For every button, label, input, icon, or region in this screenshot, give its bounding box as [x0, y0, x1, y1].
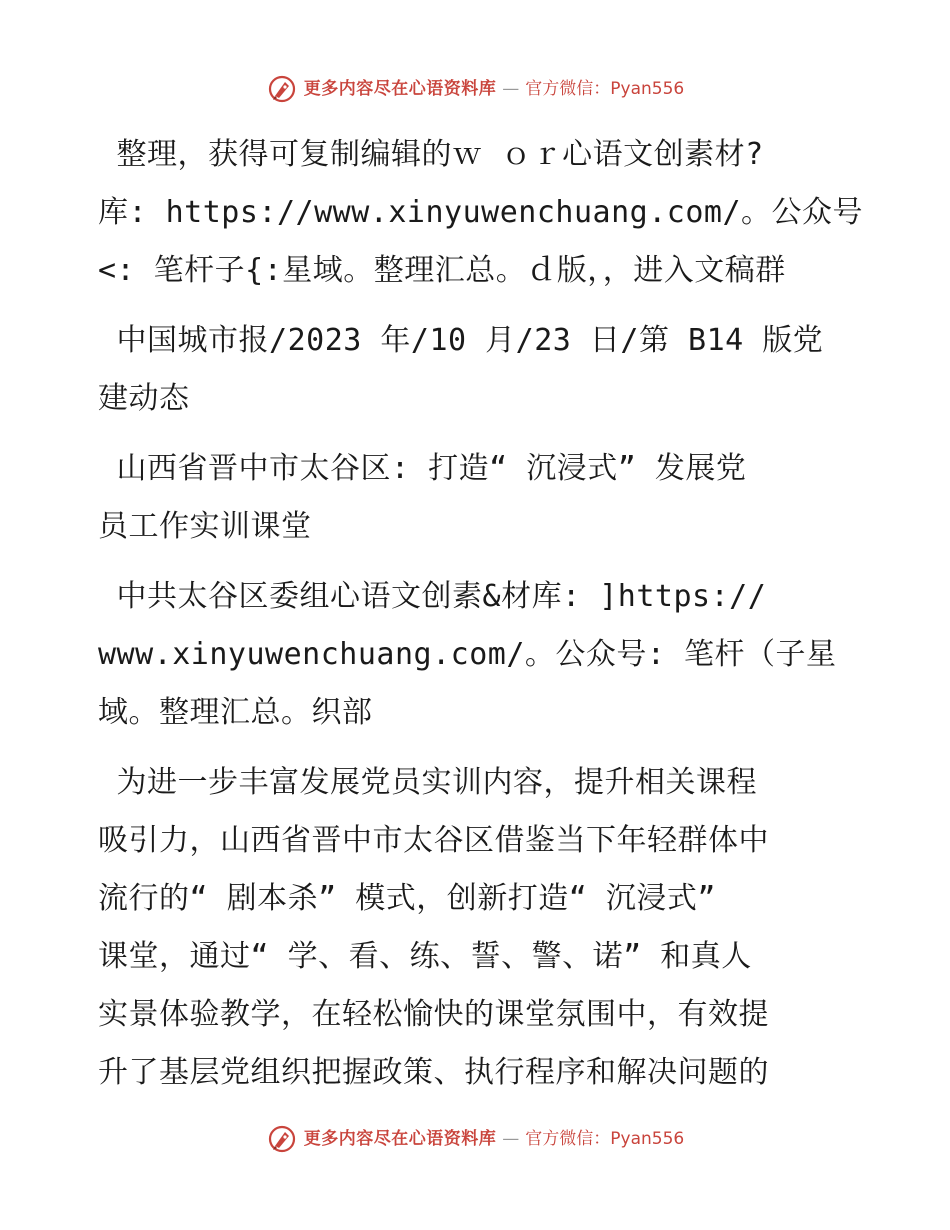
text-line: 库: https://www.xinyuwenchuang.com/。公众号 — [98, 195, 864, 230]
text-line: 建动态 — [98, 381, 190, 416]
text-line: 为进一步丰富发展党员实训内容，提升相关课程 — [98, 765, 758, 800]
text-line: 员工作实训课堂 — [98, 509, 312, 544]
watermark-main-text: 更多内容尽在心语资料库 — [303, 79, 497, 99]
text-line: 升了基层党组织把握政策、执行程序和解决问题的 — [98, 1055, 769, 1090]
watermark-contact: 官方微信：Pyan556 — [525, 79, 685, 99]
text-line: 中国城市报/2023 年/10 月/23 日/第 B14 版党 — [98, 323, 824, 358]
watermark-separator: — — [502, 79, 520, 99]
text-line: <: 笔杆子{:星域。整理汇总。ｄ版，，进入文稿群 — [98, 253, 786, 288]
watermark-main-text: 更多内容尽在心语资料库 — [303, 1129, 497, 1149]
text-line: 中共太谷区委组心语文创素&材库: ]https:// — [98, 579, 767, 614]
header-watermark — [0, 74, 950, 104]
text-line: 吸引力，山西省晋中市太谷区借鉴当下年轻群体中 — [98, 823, 769, 858]
text-line: 流行的“ 剧本杀” 模式，创新打造“ 沉浸式” — [98, 881, 716, 916]
text-line: 整理，获得可复制编辑的ｗ ｏｒ心语文创素材? — [98, 137, 764, 172]
pen-nib-logo-icon — [266, 1123, 298, 1155]
text-line: 实景体验教学，在轻松愉快的课堂氛围中，有效提 — [98, 997, 769, 1032]
footer-watermark — [0, 1124, 950, 1154]
text-line: 山西省晋中市太谷区: 打造“ 沉浸式” 发展党 — [98, 451, 747, 486]
watermark-separator: — — [502, 1129, 520, 1149]
watermark-contact: 官方微信：Pyan556 — [525, 1129, 685, 1149]
text-line: 域。整理汇总。织部 — [98, 695, 373, 730]
article-body — [98, 126, 864, 1102]
text-line: 课堂，通过“ 学、看、练、誓、警、诺” 和真人 — [98, 939, 752, 974]
pen-nib-logo-icon — [266, 73, 298, 105]
text-line: www.xinyuwenchuang.com/。公众号: 笔杆（子星 — [98, 637, 837, 672]
